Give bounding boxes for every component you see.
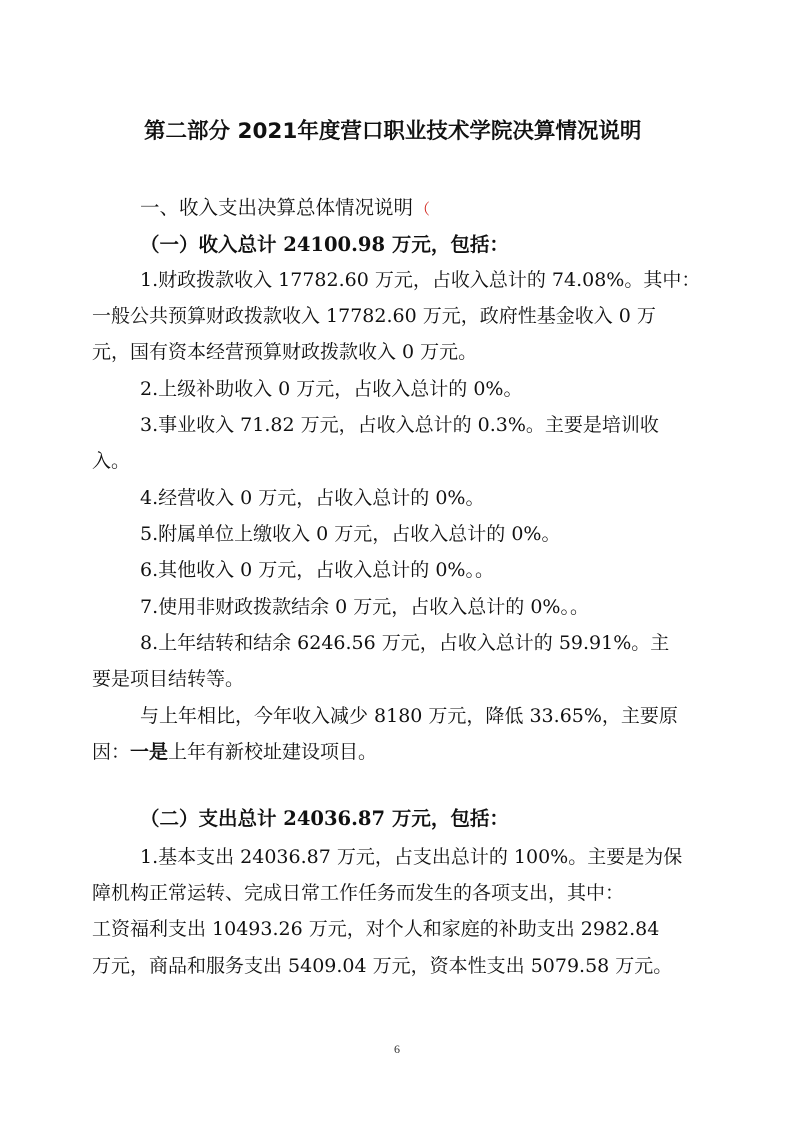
expense-line-1: 1.基本支出 24036.87 万元，占支出总计的 100%。主要是为保 xyxy=(140,846,683,868)
section-heading-1-text: 一、收入支出决算总体情况说明 xyxy=(140,196,414,219)
income-line-10: 7.使用非财政拨款结余 0 万元，占收入总计的 0%。。 xyxy=(140,596,589,618)
reason-prefix: 因： xyxy=(92,741,131,763)
reason-bold: 一是 xyxy=(130,741,169,763)
expense-line-4: 万元，商品和服务支出 5409.04 万元，资本性支出 5079.58 万元。 xyxy=(92,955,673,977)
income-line-7: 4.经营收入 0 万元，占收入总计的 0%。 xyxy=(140,487,485,509)
page-title: 第二部分 2021年度营口职业技术学院决算情况说明 xyxy=(144,119,642,144)
income-line-1: 1.财政拨款收入 17782.60 万元，占收入总计的 74.08%。其中： xyxy=(140,269,701,291)
income-line-3: 元，国有资本经营预算财政拨款收入 0 万元。 xyxy=(92,341,478,363)
expense-line-2: 障机构正常运转、完成日常工作任务而发生的各项支出，其中： xyxy=(92,882,625,904)
subheading-income-total: （一）收入总计 24100.98 万元，包括： xyxy=(140,233,509,256)
income-line-12: 要是项目结转等。 xyxy=(92,668,245,690)
income-line-2: 一般公共预算财政拨款收入 17782.60 万元，政府性基金收入 0 万 xyxy=(92,305,656,327)
income-line-9: 6.其他收入 0 万元，占收入总计的 0%。。 xyxy=(140,559,494,581)
expense-line-3: 工资福利支出 10493.26 万元，对个人和家庭的补助支出 2982.84 xyxy=(92,918,660,940)
income-line-5: 3.事业收入 71.82 万元，占收入总计的 0.3%。主要是培训收 xyxy=(140,414,659,436)
section-heading-1 xyxy=(140,196,430,221)
income-reason-line xyxy=(92,740,377,764)
income-line-13: 与上年相比，今年收入减少 8180 万元，降低 33.65%，主要原 xyxy=(140,705,678,727)
page-number: 6 xyxy=(394,1042,400,1056)
income-line-6: 入。 xyxy=(92,450,131,472)
income-line-4: 2.上级补助收入 0 万元，占收入总计的 0%。 xyxy=(140,378,523,400)
red-mark: （ xyxy=(415,200,431,218)
income-line-11: 8.上年结转和结余 6246.56 万元，占收入总计的 59.91%。主 xyxy=(140,632,670,654)
income-line-8: 5.附属单位上缴收入 0 万元，占收入总计的 0%。 xyxy=(140,523,561,545)
subheading-expense-total: （二）支出总计 24036.87 万元，包括： xyxy=(140,807,509,830)
reason-rest: 上年有新校址建设项目。 xyxy=(168,741,378,763)
